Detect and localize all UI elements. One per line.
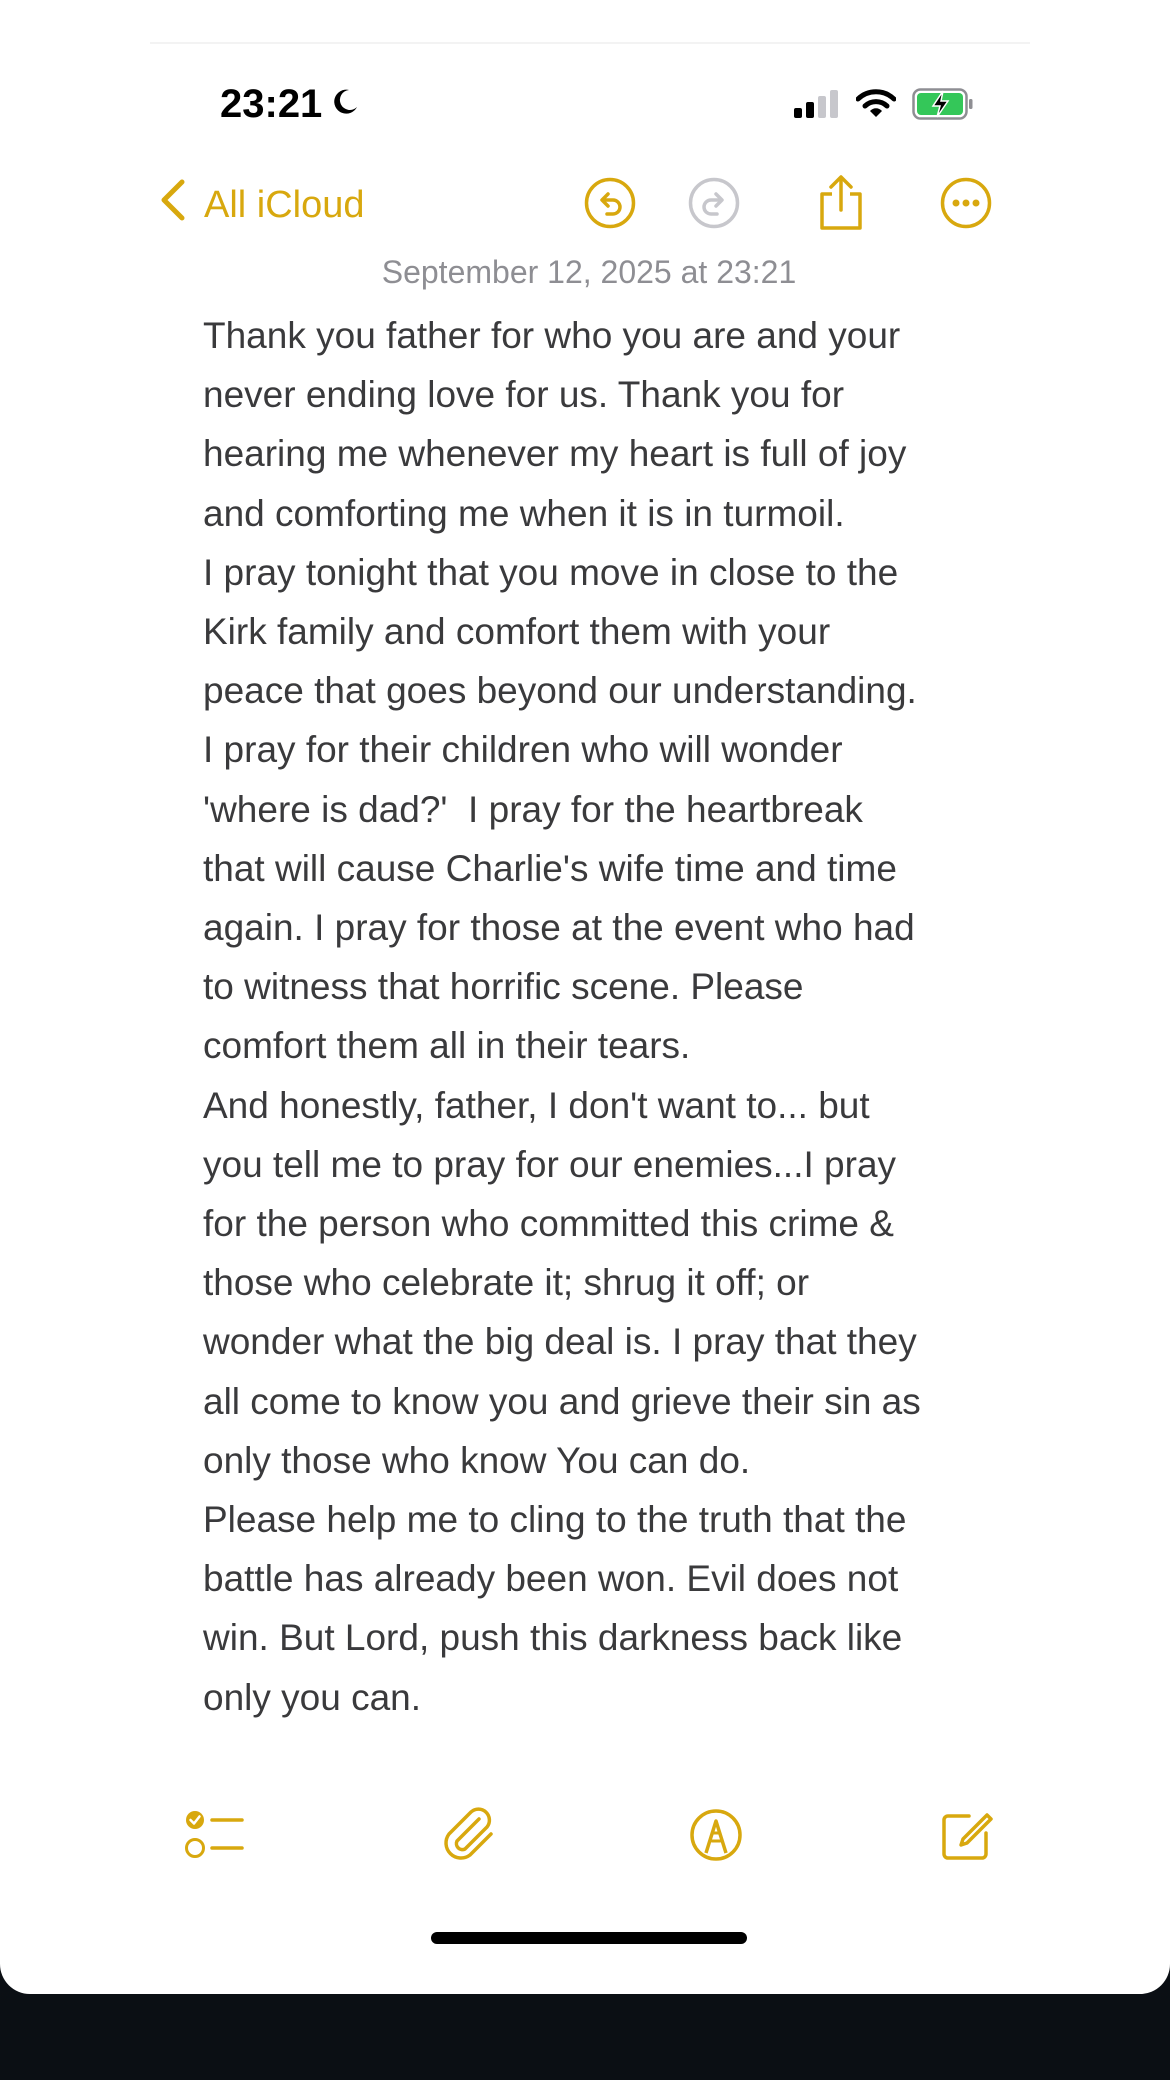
checklist-button[interactable] [182, 1808, 248, 1866]
note-line: only those who know You can do. [203, 1439, 751, 1481]
note-line: win. But Lord, push this darkness back like [203, 1617, 903, 1659]
paperclip-icon [439, 1805, 499, 1870]
note-line: you tell me to pray for our enemies...I pray [203, 1143, 897, 1185]
note-line: And honestly, father, I don't want to... but [203, 1084, 870, 1126]
more-button[interactable] [937, 176, 995, 234]
note-line: hearing me whenever my heart is full of joy [203, 433, 907, 475]
compose-icon [939, 1807, 995, 1868]
note-line: again. I pray for those at the event who had [203, 907, 915, 949]
top-edge-line [150, 42, 1030, 44]
note-line: Kirk family and comfort them with your [203, 611, 831, 653]
note-line: battle has already been won. Evil does not [203, 1558, 899, 1600]
chevron-left-icon [160, 178, 186, 232]
status-bar-indicators [794, 88, 974, 125]
note-line: for the person who committed this crime & [203, 1203, 894, 1245]
note-line: to witness that horrific scene. Please [203, 966, 804, 1008]
undo-button[interactable] [581, 176, 639, 234]
redo-button[interactable] [685, 176, 743, 234]
note-line: all come to know you and grieve their sin as [203, 1380, 921, 1422]
attachment-button[interactable] [436, 1808, 502, 1866]
home-indicator[interactable] [431, 1932, 747, 1944]
share-icon [816, 174, 866, 237]
note-line: those who celebrate it; shrug it off; or [203, 1262, 810, 1304]
markup-button[interactable] [683, 1808, 749, 1866]
compose-button[interactable] [934, 1808, 1000, 1866]
note-body[interactable] [203, 306, 1003, 1727]
note-navigation-bar [0, 170, 1170, 240]
note-line: Thank you father for who you are and your [203, 315, 901, 356]
cellular-signal-icon [794, 90, 840, 123]
checklist-icon [184, 1808, 246, 1867]
note-line: that will cause Charlie's wife time and time [203, 847, 897, 889]
redo-icon [687, 176, 741, 235]
note-line: comfort them all in their tears. [203, 1025, 691, 1067]
note-line: 'where is dad?' I pray for the heartbreak [203, 788, 863, 830]
clock-text: 23:21 [220, 82, 323, 126]
moon-icon [330, 82, 360, 127]
note-line: only you can. [203, 1676, 422, 1718]
note-line: never ending love for us. Thank you for [203, 374, 845, 416]
markup-pen-icon [688, 1807, 744, 1868]
share-button[interactable] [812, 176, 870, 234]
note-line: I pray tonight that you move in close to the [203, 551, 899, 593]
note-line: I pray for their children who will wonder [203, 729, 843, 771]
more-icon [939, 176, 993, 235]
back-button[interactable] [160, 170, 365, 240]
note-line: and comforting me when it is in turmoil. [203, 492, 845, 534]
wifi-icon [856, 89, 896, 124]
note-line: peace that goes beyond our understanding. [203, 670, 917, 712]
note-line: wonder what the big deal is. I pray that they [203, 1321, 917, 1363]
undo-icon [583, 176, 637, 235]
battery-charging-icon [912, 88, 974, 125]
note-date: September 12, 2025 at 23:21 [381, 254, 797, 290]
back-button-label: All iCloud [204, 183, 365, 226]
note-line: Please help me to cling to the truth that the [203, 1499, 907, 1541]
status-bar-time [220, 82, 360, 127]
